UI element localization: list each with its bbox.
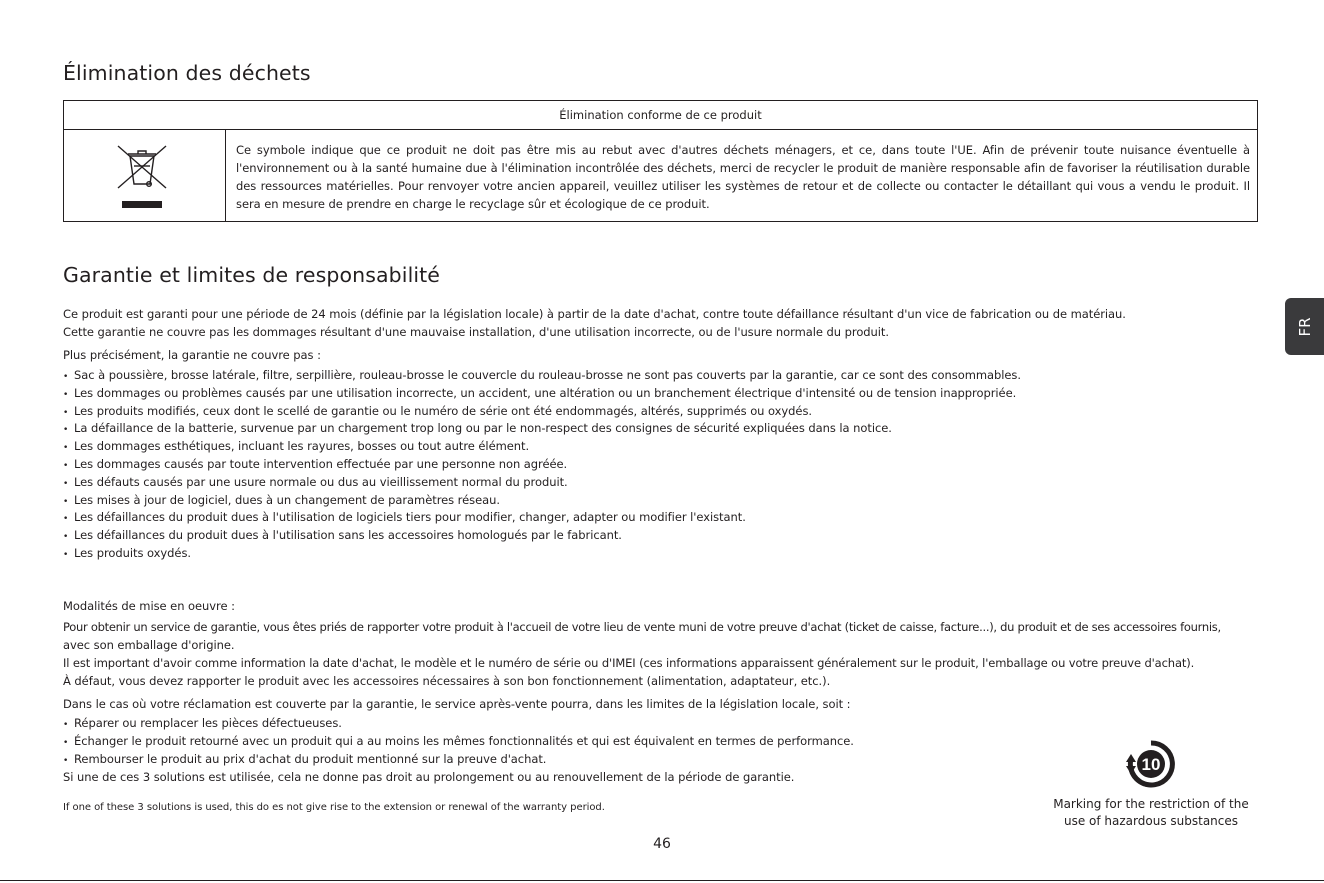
warranty-title: Garantie et limites de responsabilité bbox=[63, 263, 441, 287]
list-item: • La défaillance de la batterie, survenue par un chargement trop long ou par le non-respect des consignes de sécurité expliquées dans la notice. bbox=[63, 420, 1021, 438]
exclusions-list bbox=[63, 367, 1021, 563]
list-item: • Les dommages causés par toute intervention effectuée par une personne non agréée. bbox=[63, 456, 1021, 474]
marking-caption-line-2: use of hazardous substances bbox=[1063, 814, 1239, 828]
procedure-text-3: À défaut, vous devez rapporter le produit avec les accessoires nécessaires à son bon fonctionnement (alimentation, adaptateur, etc.). bbox=[63, 674, 831, 688]
disposal-icon-cell bbox=[64, 130, 226, 221]
list-item: • Les dommages ou problèmes causés par une utilisation incorrecte, un accident, une altération ou un branchement électrique d'intensité ou de tension inappropriée. bbox=[63, 385, 1021, 403]
language-tab bbox=[1285, 298, 1324, 355]
marking-caption-line-1: Marking for the restriction of the bbox=[1053, 797, 1249, 811]
english-note: If one of these 3 solutions is used, this do es not give rise to the extension or renewal of the warranty period. bbox=[63, 802, 605, 813]
procedure-text-1a: Pour obtenir un service de garantie, vous êtes priés de rapporter votre produit à l'accueil de votre lieu de vente muni de votre preuve d'achat (ticket de caisse, facture...), du produit et de ses accessoires fournis, bbox=[63, 620, 1221, 634]
disposal-table-header: Élimination conforme de ce produit bbox=[64, 101, 1257, 130]
list-item: • Les mises à jour de logiciel, dues à un changement de paramètres réseau. bbox=[63, 492, 1021, 510]
remedies-note: Si une de ces 3 solutions est utilisée, cela ne donne pas droit au prolongement ou au renouvellement de la période de garantie. bbox=[63, 770, 795, 784]
eco-10-year-environment-friendly-use-period-icon bbox=[1126, 740, 1176, 788]
list-item: • Réparer ou remplacer les pièces défectueuses. bbox=[63, 715, 854, 733]
disposal-title: Élimination des déchets bbox=[63, 61, 311, 85]
list-item: • Les produits oxydés. bbox=[63, 545, 1021, 563]
marking-number: 10 bbox=[1141, 755, 1161, 774]
warranty-intro-2: Cette garantie ne couvre pas les dommages résultant d'une mauvaise installation, d'une utilisation incorrecte, ou de l'usure normale du produit. bbox=[63, 325, 890, 339]
list-item: • Les défauts causés par une usure normale ou dus au vieillissement normal du produit. bbox=[63, 474, 1021, 492]
list-item: • Sac à poussière, brosse latérale, filtre, serpillière, rouleau-brosse le couvercle du rouleau-brosse ne sont pas couverts par la garantie, car ce sont des consommables. bbox=[63, 367, 1021, 385]
procedure-heading: Modalités de mise en oeuvre : bbox=[63, 599, 235, 613]
list-item: • Les défaillances du produit dues à l'utilisation de logiciels tiers pour modifier, changer, adapter ou modifier l'existant. bbox=[63, 509, 1021, 527]
disposal-table bbox=[63, 100, 1258, 222]
exclusions-heading: Plus précisément, la garantie ne couvre pas : bbox=[63, 348, 321, 362]
language-tab-label: FR bbox=[1296, 317, 1314, 337]
procedure-text-2: Il est important d'avoir comme information la date d'achat, le modèle et le numéro de série ou d'IMEI (ces informations apparaissent généralement sur le produit, l'emballage ou votre preuve d'achat). bbox=[63, 656, 1195, 670]
list-item: • Les défaillances du produit dues à l'utilisation sans les accessoires homologués par le fabricant. bbox=[63, 527, 1021, 545]
crossed-out-wheelie-bin-icon bbox=[114, 144, 170, 216]
remedies-list bbox=[63, 715, 854, 768]
disposal-text: Ce symbole indique que ce produit ne doit pas être mis au rebut avec d'autres déchets ménagers, et ce, dans toute l'UE. Afin de prévenir toute nuisance éventuelle à l'environnement ou à la santé humaine due à l'élimination incontrôlée des déchets, merci de recycler le produit de manière responsable afin de favoriser la réutilisation durable des ressources matérielles. Pour renvoyer votre ancien appareil, veuillez utiliser les systèmes de retour et de collecte ou contacter le détaillant qui vous a vendu le produit. Il sera en mesure de prendre en charge le recyclage sûr et écologique de ce produit. bbox=[236, 143, 1250, 211]
warranty-intro-1: Ce produit est garanti pour une période de 24 mois (définie par la législation locale) à partir de la date d'achat, contre toute défaillance résultant d'un vice de fabrication ou de matériau. bbox=[63, 307, 1126, 321]
procedure-text-1b: avec son emballage d'origine. bbox=[63, 638, 235, 652]
remedies-heading: Dans le cas où votre réclamation est couverte par la garantie, le service après-vente pourra, dans les limites de la législation locale, soit : bbox=[63, 697, 851, 711]
bottom-divider bbox=[0, 880, 1324, 881]
list-item: • Les dommages esthétiques, incluant les rayures, bosses ou tout autre élément. bbox=[63, 438, 1021, 456]
list-item: • Rembourser le produit au prix d'achat du produit mentionné sur la preuve d'achat. bbox=[63, 751, 854, 769]
list-item: • Les produits modifiés, ceux dont le scellé de garantie ou le numéro de série ont été endommagés, altérés, supprimés ou oxydés. bbox=[63, 403, 1021, 421]
marking-caption bbox=[1040, 796, 1262, 830]
hazardous-substances-marking bbox=[1040, 740, 1262, 830]
list-item: • Échanger le produit retourné avec un produit qui a au moins les mêmes fonctionnalités et qui est équivalent en termes de performance. bbox=[63, 733, 854, 751]
page-number: 46 bbox=[653, 836, 671, 852]
